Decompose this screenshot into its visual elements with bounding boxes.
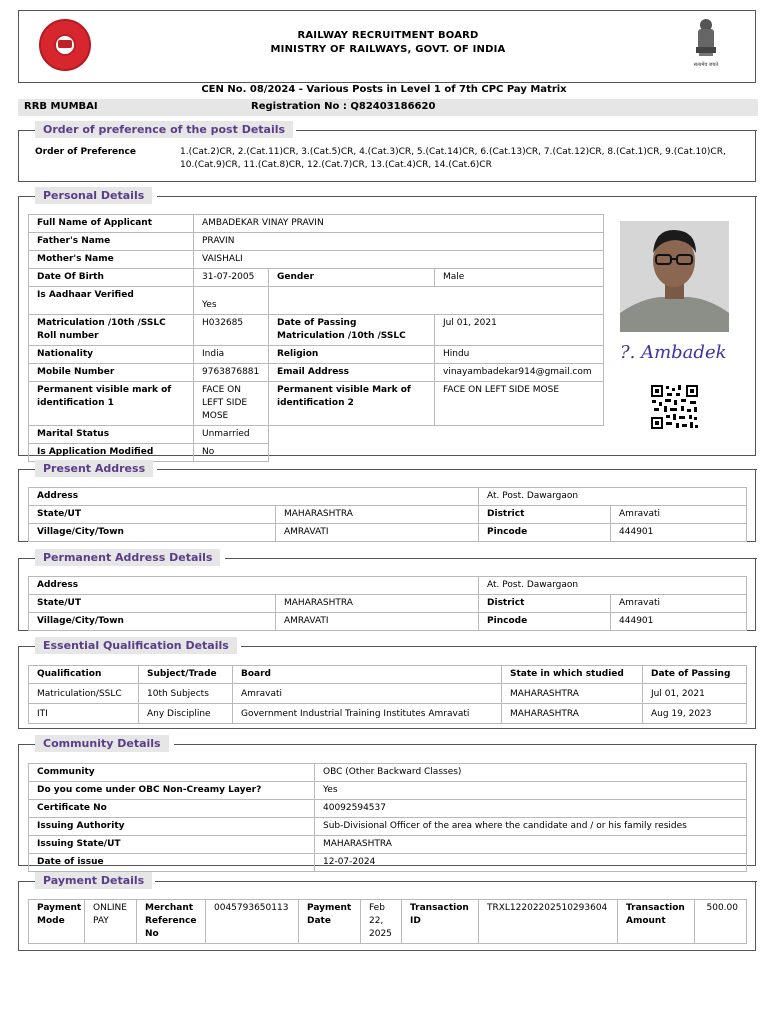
community-legend: Community Details [35, 735, 169, 752]
preference-section [18, 123, 756, 182]
issue-date-value: 12-07-2024 [315, 854, 747, 872]
mark2-label: Permanent visible Mark of identification 2 [269, 382, 435, 426]
applicant-photo [620, 221, 729, 332]
payment-date-label: Payment Date [299, 900, 361, 944]
passing-label: Date of Passing Matriculation /10th /SSLC [269, 315, 435, 346]
payment-date-value: Feb 22, 2025 [361, 900, 402, 944]
qual-cell: MAHARASHTRA [502, 704, 643, 724]
transaction-id-label: Transaction ID [402, 900, 479, 944]
qr-code-icon [650, 384, 699, 430]
community-value: OBC (Other Backward Classes) [315, 764, 747, 782]
permanent-pincode-value: 444901 [611, 613, 747, 631]
qual-header-subject: Subject/Trade [139, 666, 233, 684]
gender-value: Male [435, 269, 604, 287]
registration-number: Registration No : Q82403186620 [251, 101, 436, 112]
national-emblem-icon [691, 17, 721, 71]
father-name-value: PRAVIN [194, 233, 604, 251]
community-label: Community [29, 764, 315, 782]
gender-label: Gender [269, 269, 435, 287]
present-state-value: MAHARASHTRA [276, 506, 479, 524]
table-row [29, 704, 747, 724]
present-address-legend: Present Address [35, 460, 153, 477]
emblem-caption: सत्यमेव जयते [693, 62, 719, 68]
mark1-label: Permanent visible mark of identification 1 [29, 382, 194, 426]
dob-value: 31-07-2005 [194, 269, 269, 287]
personal-table [28, 214, 604, 462]
obc-value: Yes [315, 782, 747, 800]
present-district-label: District [479, 506, 611, 524]
transaction-id-value: TRXL12202202510293604 [479, 900, 618, 944]
preference-line-2: 10.(Cat.9)CR, 11.(Cat.8)CR, 12.(Cat.7)CR, 13.(Cat.4)CR, 14.(Cat.6)CR [180, 160, 492, 170]
permanent-village-value: AMRAVATI [276, 613, 479, 631]
present-village-label: Village/City/Town [29, 524, 276, 542]
personal-legend: Personal Details [35, 187, 152, 204]
matric-roll-value: H032685 [194, 315, 269, 346]
present-address-table [28, 487, 747, 542]
payment-mode-value: ONLINE PAY [85, 900, 137, 944]
payment-legend: Payment Details [35, 872, 152, 889]
payment-mode-label: Payment Mode [29, 900, 85, 944]
present-pincode-value: 444901 [611, 524, 747, 542]
matric-roll-label: Matriculation /10th /SSLC Roll number [29, 315, 194, 346]
permanent-address-legend: Permanent Address Details [35, 549, 220, 566]
present-district-value: Amravati [611, 506, 747, 524]
aadhaar-value: Yes [194, 287, 269, 315]
qual-cell: Matriculation/SSLC [29, 684, 139, 704]
preference-line-1: 1.(Cat.2)CR, 2.(Cat.11)CR, 3.(Cat.5)CR, 4.(Cat.3)CR, 5.(Cat.14)CR, 6.(Cat.13)CR, 7.(Cat.12)CR, 8.(Cat.1)CR, 9.(Cat.10)CR, [180, 147, 726, 157]
applicant-signature: ?. Ambadek [620, 342, 727, 363]
mother-name-label: Mother's Name [29, 251, 194, 269]
qualification-table [28, 665, 747, 724]
permanent-village-label: Village/City/Town [29, 613, 276, 631]
authority-value: Sub-Divisional Officer of the area where the candidate and / or his family resides [315, 818, 747, 836]
qual-cell: Amravati [233, 684, 502, 704]
modified-value: No [194, 444, 269, 462]
modified-label: Is Application Modified [29, 444, 194, 462]
rrb-bar [18, 99, 758, 116]
mother-name-value: VAISHALI [194, 251, 604, 269]
certificate-label: Certificate No [29, 800, 315, 818]
nationality-value: India [194, 346, 269, 364]
qual-header-board: Board [233, 666, 502, 684]
qual-cell: Any Discipline [139, 704, 233, 724]
permanent-address-value: At. Post. Dawargaon [479, 577, 747, 595]
merchant-ref-value: 0045793650113 [206, 900, 299, 944]
passing-value: Jul 01, 2021 [435, 315, 604, 346]
qual-cell: ITI [29, 704, 139, 724]
aadhaar-label: Is Aadhaar Verified [29, 287, 194, 315]
religion-value: Hindu [435, 346, 604, 364]
qual-cell: MAHARASHTRA [502, 684, 643, 704]
permanent-state-value: MAHARASHTRA [276, 595, 479, 613]
obc-label: Do you come under OBC Non-Creamy Layer? [29, 782, 315, 800]
present-state-label: State/UT [29, 506, 276, 524]
present-address-value: At. Post. Dawargaon [479, 488, 747, 506]
cen-title: CEN No. 08/2024 - Various Posts in Level 1 of 7th CPC Pay Matrix [201, 84, 567, 95]
authority-label: Issuing Authority [29, 818, 315, 836]
mobile-label: Mobile Number [29, 364, 194, 382]
marital-label: Marital Status [29, 426, 194, 444]
present-village-value: AMRAVATI [276, 524, 479, 542]
email-value: vinayambadekar914@gmail.com [435, 364, 604, 382]
qual-header-qualification: Qualification [29, 666, 139, 684]
merchant-ref-label: Merchant Reference No [137, 900, 206, 944]
qualification-legend: Essential Qualification Details [35, 637, 237, 654]
header-box [18, 10, 756, 83]
permanent-address-table [28, 576, 747, 631]
religion-label: Religion [269, 346, 435, 364]
board-title: RAILWAY RECRUITMENT BOARD [297, 30, 479, 41]
father-name-label: Father's Name [29, 233, 194, 251]
preference-label: Order of Preference [35, 147, 136, 157]
issuing-state-value: MAHARASHTRA [315, 836, 747, 854]
permanent-pincode-label: Pincode [479, 613, 611, 631]
permanent-state-label: State/UT [29, 595, 276, 613]
permanent-district-label: District [479, 595, 611, 613]
mobile-value: 9763876881 [194, 364, 269, 382]
marital-value: Unmarried [194, 426, 269, 444]
qual-cell: Government Industrial Training Institutes Amravati [233, 704, 502, 724]
nationality-label: Nationality [29, 346, 194, 364]
dob-label: Date Of Birth [29, 269, 194, 287]
issuing-state-label: Issuing State/UT [29, 836, 315, 854]
certificate-value: 40092594537 [315, 800, 747, 818]
permanent-district-value: Amravati [611, 595, 747, 613]
full-name-value: AMBADEKAR VINAY PRAVIN [194, 215, 604, 233]
qual-cell: 10th Subjects [139, 684, 233, 704]
preference-legend: Order of preference of the post Details [35, 121, 293, 138]
mark1-value: FACE ON LEFT SIDE MOSE [194, 382, 269, 426]
ministry-title: MINISTRY OF RAILWAYS, GOVT. OF INDIA [270, 44, 506, 55]
qual-cell: Jul 01, 2021 [643, 684, 747, 704]
present-address-label: Address [29, 488, 479, 506]
qual-header-state: State in which studied [502, 666, 643, 684]
rrb-name: RRB MUMBAI [24, 101, 98, 112]
issue-date-label: Date of issue [29, 854, 315, 872]
present-pincode-label: Pincode [479, 524, 611, 542]
mark2-value: FACE ON LEFT SIDE MOSE [435, 382, 604, 426]
full-name-label: Full Name of Applicant [29, 215, 194, 233]
qual-cell: Aug 19, 2023 [643, 704, 747, 724]
payment-table [28, 899, 747, 944]
table-row [29, 684, 747, 704]
transaction-amount-value: 500.00 [695, 900, 747, 944]
qual-header-date: Date of Passing [643, 666, 747, 684]
community-table [28, 763, 747, 872]
permanent-address-label: Address [29, 577, 479, 595]
email-label: Email Address [269, 364, 435, 382]
transaction-amount-label: Transaction Amount [618, 900, 695, 944]
